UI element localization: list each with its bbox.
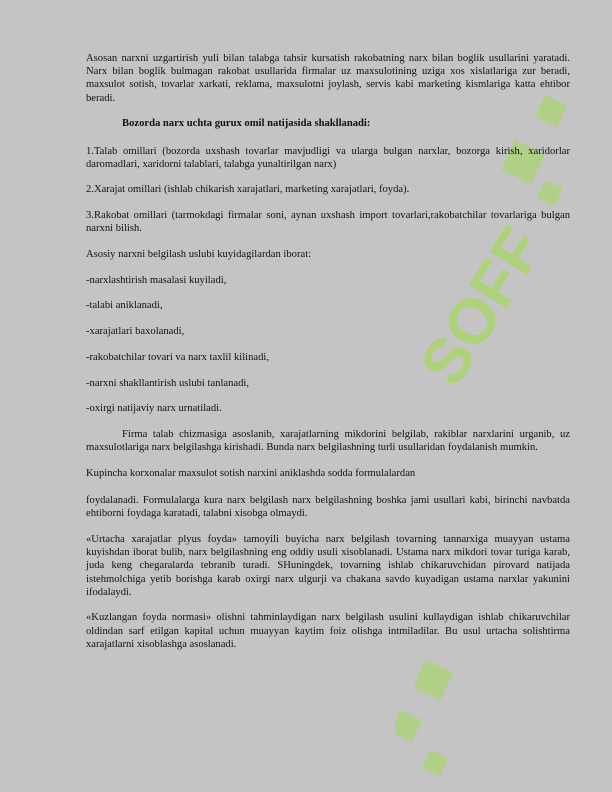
list-item: -narxlashtirish masalasi kuyiladi,	[86, 274, 227, 286]
paragraph-formulas: foydalanadi. Formulalarga kura narx belgilash narx belgilashning boshka jami usullari kabi, birinchi navbatda ehtiborni foydaga karatadi, talabni xisobga olmaydi.	[86, 495, 570, 520]
paragraph-formulas-intro: Kupincha korxonalar maxsulot sotish narxini aniklashda sodda formulalardan	[86, 467, 416, 479]
svg-text:SOFF: SOFF	[405, 214, 558, 398]
paragraph-target-profit: «Kuzlangan foyda normasi» olishni tahminlaydigan narx belgilash usulini kullaydigan ishlab chikaruvchilar oldindan sarf etilgan kapital uchun muayyan kaytim foiz olishga intmiladilar. Bu usul urtacha solishtirma xarajatlarni xisoblashga asoslanadi.	[86, 612, 570, 650]
paragraph-competition-factors: 3.Rakobat omillari (tarmokdagi firmalar soni, aynan uxshash import tovarlari,rakobatchilar tovarlariga bulgan narxni bilish.	[86, 210, 570, 235]
list-item: -rakobatchilar tovari va narx taxlil kilinadi,	[86, 351, 269, 363]
paragraph-intro: Asosan narxni uzgartirish yuli bilan talabga tahsir kursatish rakobatning narx bilan boglik usullarini yaratadi. Narx bilan boglik bulmagan rakobat usullarida firmalar uz maxsulotining uziga xos xislatlariga zur beradi, maxsulot sotish, tovarlar xarkati, reklama, maxsulotni joylash, servis kabi marketing kismlariga katta ehtibor beradi.	[86, 53, 570, 104]
paragraph-firm-pricing: Firma talab chizmasiga asoslanib, xarajatlarning mikdorini belgilab, rakiblar narxlarini urganib, uz maxsulotlariga narx belgilashga kirishadi. Bunda narx belgilashning turli usullaridan foydalanish mumkin.	[86, 428, 570, 454]
list-item: -xarajatlari baxolanadi,	[86, 326, 185, 338]
list-item: -narxni shakllantirish uslubi tanlanadi,	[86, 377, 249, 389]
paragraph-average-costs: «Urtacha xarajatlar plyus foyda» tamoyili buyicha narx belgilash tovarning tannarxiga muayyan ustama kuyishdan iborat bulib, narx belgilashning eng oddiy usuli xisoblanadi. Ustama narx mikdori tovar turiga karab, juda keng chegaralarda tebranib turadi. SHuningdek, tovarning ishlab chikaruvchidan pirovard natijada istehmolchiga yetib borishga karab oxirgi narx ulgurji va chakana savdo kuyadigan ustama narxlar yakunini ifodalaydi.	[86, 533, 570, 598]
list-item: -talabi aniklanadi,	[86, 300, 163, 312]
paragraph-demand-factors: 1.Talab omillari (bozorda uxshash tovarlar mavjudligi va ularga bulgan narxlar, bozorga kirish, xaridorlar daromadlari, xaridorni talablari, talabga yunaltirilgan narx)	[86, 145, 570, 170]
section-heading: Bozorda narx uchta guruх omil natijasida shakllanadi:	[122, 118, 371, 130]
document-page	[86, 52, 570, 664]
paragraph-cost-factors: 2.Xarajat omillari (ishlab chikarish xarajatlari, marketing xarajatlari, foyda).	[86, 184, 410, 196]
paragraph-method-intro: Asosiy narxni belgilash uslubi kuyidagilardan iborat:	[86, 249, 312, 261]
list-item: -oxirgi natijaviy narx urnatiladi.	[86, 403, 222, 415]
